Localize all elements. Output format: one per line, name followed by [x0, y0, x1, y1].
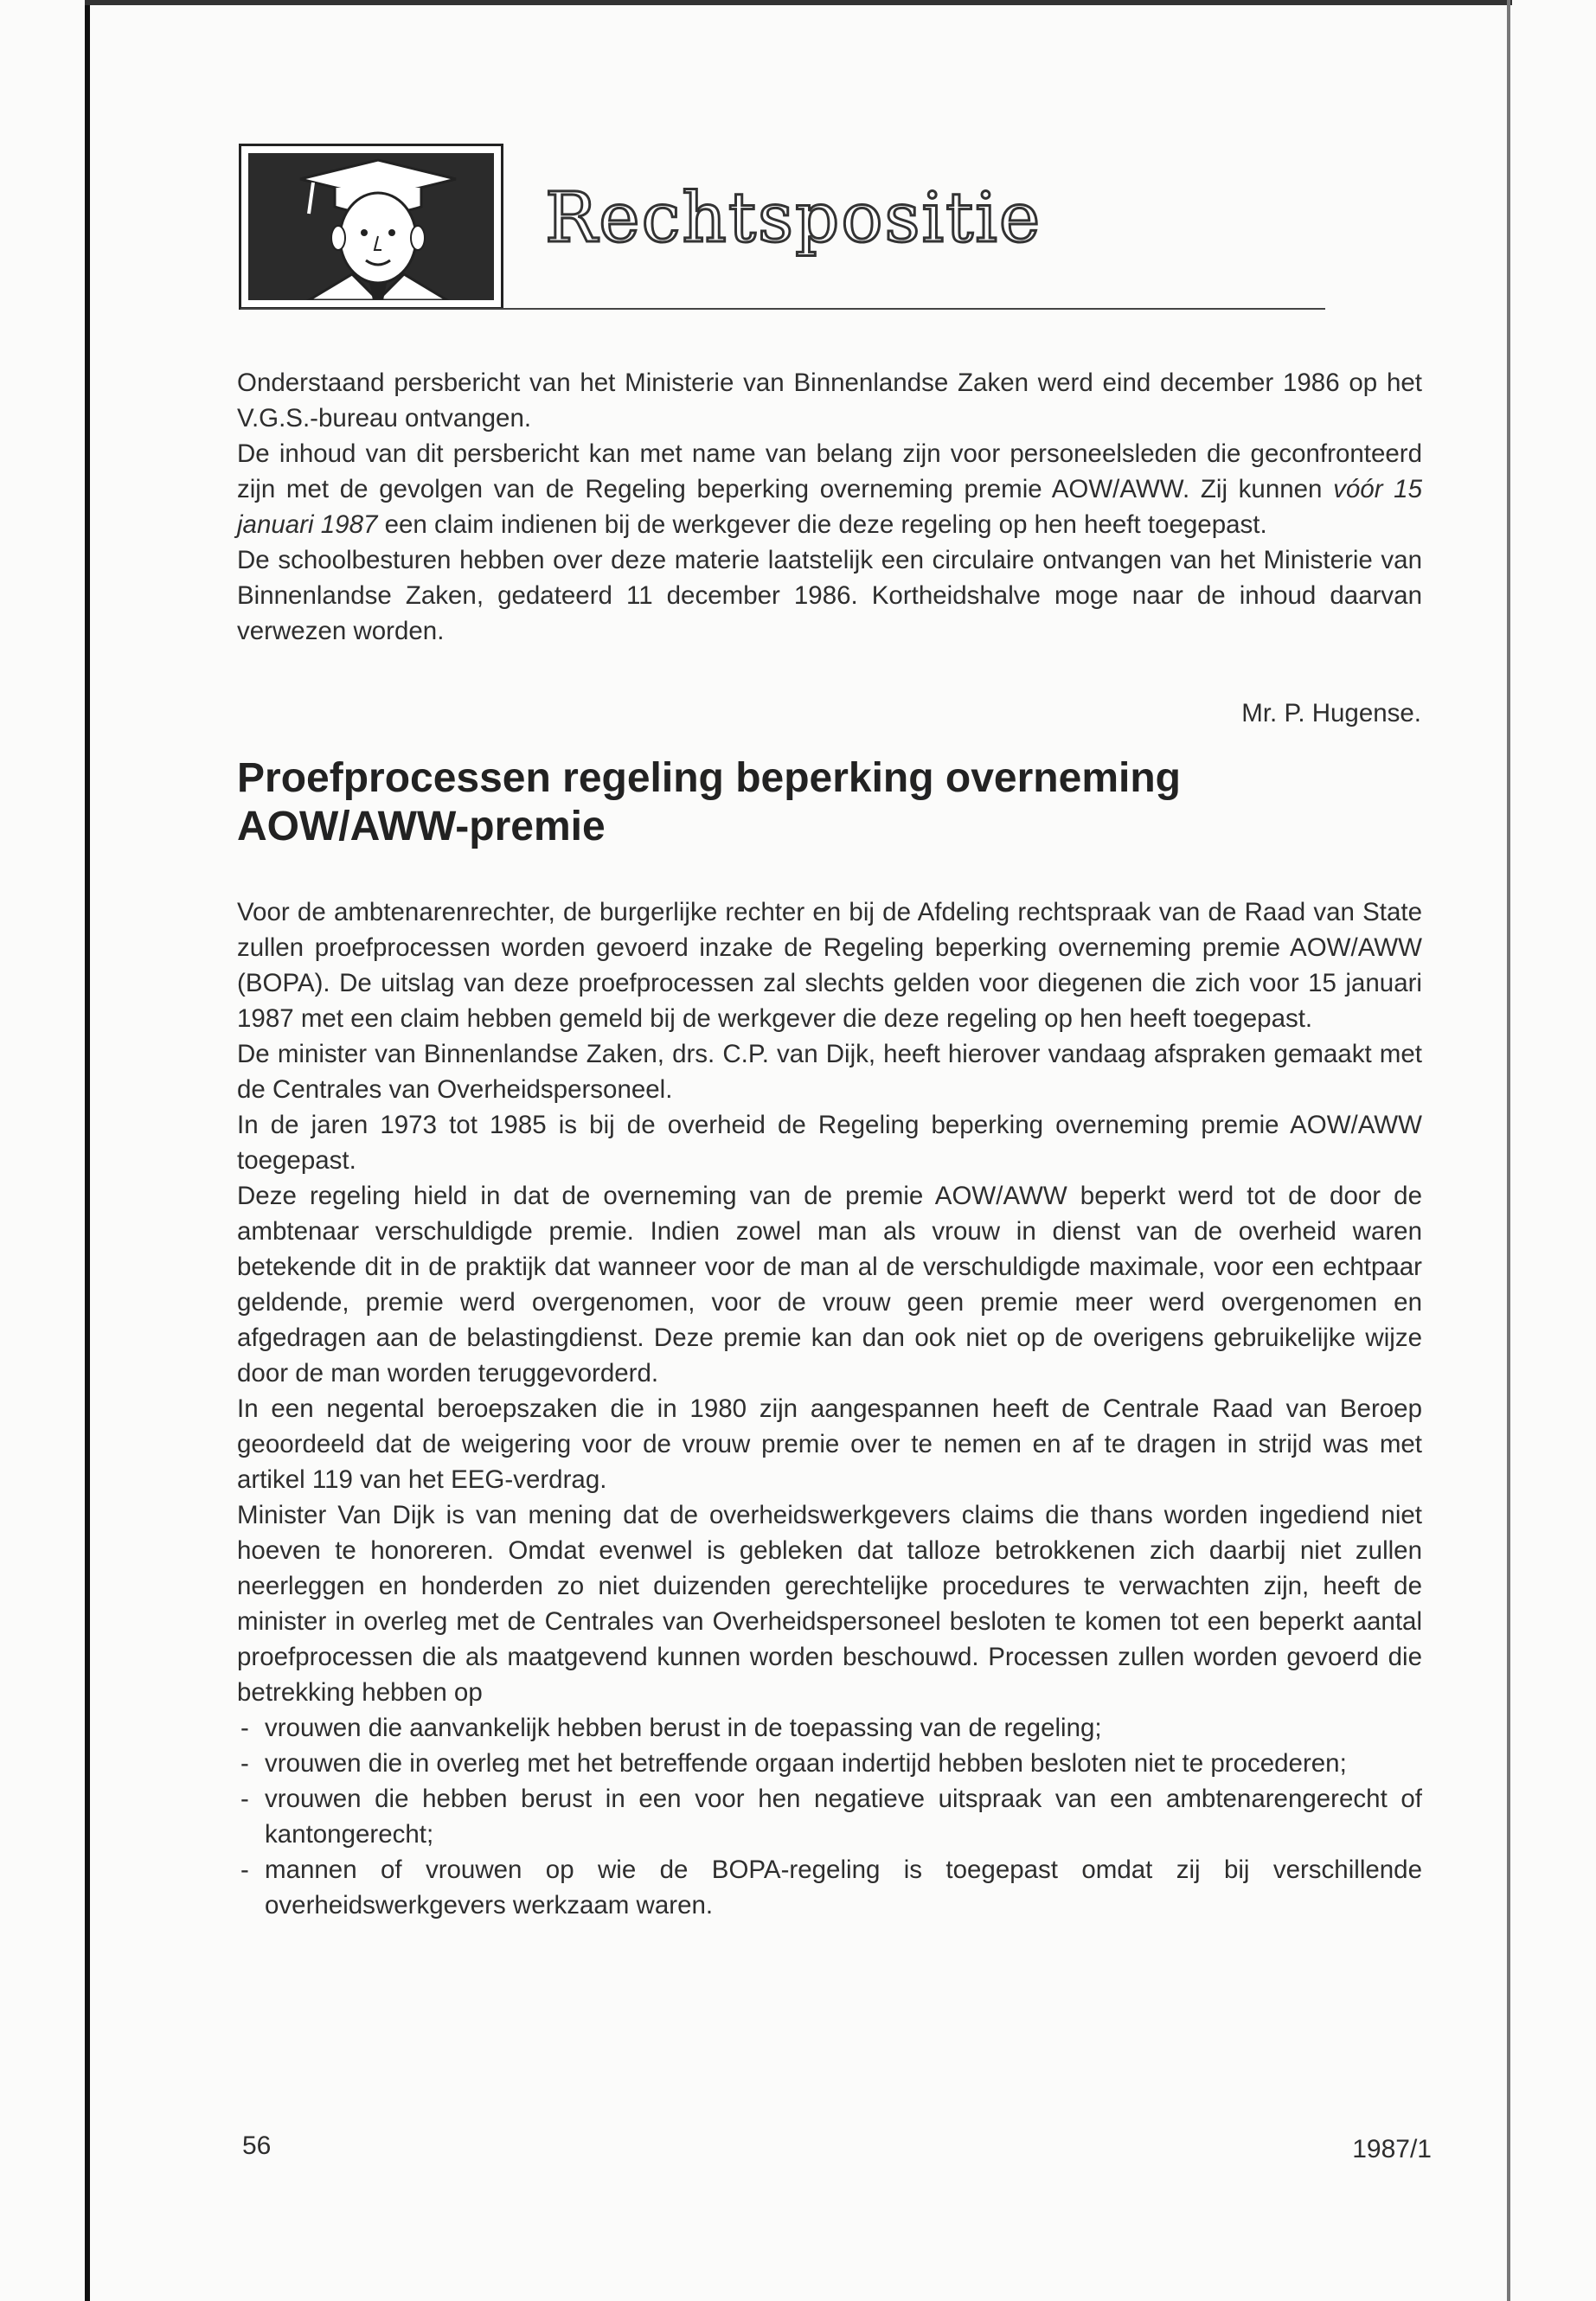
article-paragraph: Deze regeling hield in dat de overneming van de premie AOW/AWW beperkt werd tot de door de ambtenaar verschuldigde premie. Indien zowel man als vrouw in dienst van de overheid waren betekende dit in de praktijk dat wanneer voor de man al de verschuldigde maximale, voor een echtpaar geldende, premie werd overgenomen, voor de vrouw geen premie meer werd overgenomen en afgedragen aan de belastingdienst. Deze premie kan dan ook niet op de overigens gebruikelijke wijze door de man worden teruggevorderd. [237, 1182, 1422, 1388]
article-paragraph: De minister van Binnenlandse Zaken, drs. C.P. van Dijk, heeft hierover vandaag afspraken gemaakt met de Centrales van Overheidspersoneel. [237, 1040, 1422, 1104]
article-body [237, 894, 1422, 1923]
page-number: 56 [242, 2131, 272, 2160]
scan-edge-left [85, 0, 90, 2301]
list-item: - vrouwen die aanvankelijk hebben berust in de toepassing van de regeling; [240, 1714, 1102, 1742]
list-item: - mannen of vrouwen op wie de BOPA-regeling is toegepast omdat zij bij verschillende overheidswerkgevers werkzaam waren. [240, 1856, 1422, 1920]
intro-paragraph: De schoolbesturen hebben over deze materie laatstelijk een circulaire ontvangen van het Ministerie van Binnenlandse Zaken, gedateerd 11 december 1986. Kortheidshalve moge naar de inhoud daarvan verwezen worden. [237, 546, 1422, 645]
section-title: Rechtspositie [545, 177, 1042, 258]
author-signature: Mr. P. Hugense. [1241, 699, 1421, 727]
article-paragraph: Voor de ambtenarenrechter, de burgerlijke rechter en bij de Afdeling rechtspraak van de Raad van State zullen proefprocessen worden gevoerd inzake de Regeling beperking overneming premie AOW/AWW (BOPA). De uitslag van deze proefprocessen zal slechts gelden voor diegenen die zich voor 15 januari 1987 met een claim hebben gemeld bij de werkgever die deze regeling op hen heeft toegepast. [237, 898, 1422, 1033]
section-logo [239, 144, 503, 310]
scan-edge-right [1507, 0, 1510, 2301]
emphasized-date: vóór 15 januari 1987 [237, 475, 1422, 539]
graduate-face-icon [248, 153, 494, 300]
intro-paragraph: De inhoud van dit persbericht kan met name van belang zijn voor personeelsleden die geconfronteerd zijn met de gevolgen van de Regeling beperking overneming premie AOW/AWW. Zij kunnen vóór 15 januari 1987 een claim indienen bij de werkgever die deze regeling op hen heeft toegepast. [237, 439, 1422, 539]
article-headline: Proefprocessen regeling beperking overneming AOW/AWW-premie [237, 755, 1181, 849]
intro-text [237, 365, 1422, 649]
list-item: - vrouwen die in overleg met het betreffende orgaan indertijd hebben besloten niet te procederen; [240, 1749, 1347, 1778]
list-item: - vrouwen die hebben berust in een voor hen negatieve uitspraak van een ambtenarengerecht of kantongerecht; [240, 1785, 1422, 1849]
article-paragraph: In een negental beroepszaken die in 1980 zijn aangespannen heeft de Centrale Raad van Beroep geoordeeld dat de weigering voor de vrouw premie over te nemen en af te dragen in strijd was met artikel 119 van het EEG-verdrag. [237, 1394, 1422, 1494]
article-paragraph: In de jaren 1973 tot 1985 is bij de overheid de Regeling beperking overneming premie AOW/AWW toegepast. [237, 1111, 1422, 1175]
scan-edge-top [85, 0, 1512, 5]
bullet-list [237, 1710, 1422, 1923]
issue-number: 1987/1 [1352, 2135, 1432, 2163]
article-paragraph: Minister Van Dijk is van mening dat de overheidswerkgevers claims die thans worden ingediend niet hoeven te honoreren. Omdat evenwel is gebleken dat talloze betrokkenen zich daarbij niet zullen neerleggen en honderden zo niet duizenden gerechtelijke procedures te verwachten zijn, heeft de minister in overleg met de Centrales van Overheidspersoneel besloten te komen tot een beperkt aantal proefprocessen die als maatgevend kunnen worden beschouwd. Processen zullen worden gevoerd die betrekking hebben op [237, 1501, 1422, 1707]
intro-paragraph: Onderstaand persbericht van het Ministerie van Binnenlandse Zaken werd eind december 1986 op het V.G.S.-bureau ontvangen. [237, 369, 1422, 433]
header-divider [240, 308, 1325, 310]
